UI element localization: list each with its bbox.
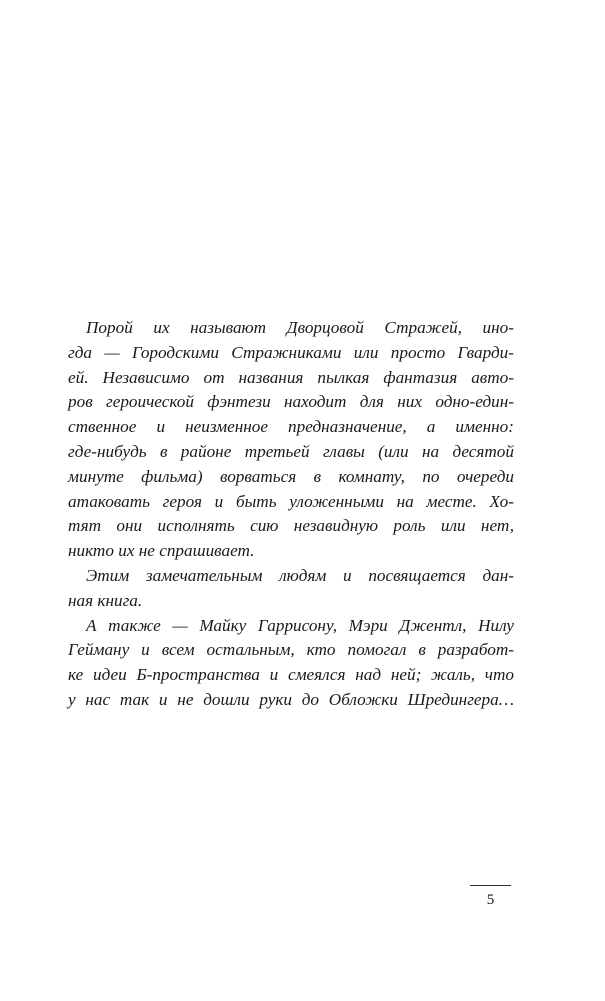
footer-divider [470, 885, 511, 886]
paragraph-1-line-7: минуте фильма) ворваться в комнату, по очереди [68, 466, 514, 486]
paragraph-3-line-3: ке идеи Б-пространства и смеялся над ней; жаль, что [68, 665, 514, 685]
paragraph-2-line-2: ная книга. [68, 590, 143, 610]
paragraph-1-line-6: где-нибудь в районе третьей главы (или на десятой [68, 441, 514, 461]
paragraph-2-line-1: Этим замечательным людям и посвящается дан- [86, 565, 514, 585]
paragraph-3-line-1: А также — Майку Гаррисону, Мэри Джентл, Нилу [86, 615, 514, 635]
dedication-text [68, 316, 514, 713]
paragraph-1-line-2: гда — Городскими Стражниками или просто Гварди- [68, 342, 514, 362]
paragraph-1-line-9: тят они исполнять сию незавидную роль или нет, [68, 516, 514, 536]
paragraph-1-line-4: ров героической фэнтези находит для них одно-един- [68, 392, 514, 412]
page-number: 5 [486, 892, 495, 908]
paragraph-3-line-4: у нас так и не дошли руки до Обложки Шредингера… [68, 689, 514, 709]
paragraph-1-line-10: никто их не спрашивает. [68, 541, 255, 561]
paragraph-1-line-1: Порой их называют Дворцовой Стражей, ино- [86, 318, 514, 337]
paragraph-1-line-8: атаковать героя и быть уложенными на месте. Хо- [68, 491, 514, 511]
paragraph-3-line-2: Гейману и всем остальным, кто помогал в разработ- [68, 640, 514, 660]
paragraph-1-line-3: ей. Независимо от названия пылкая фантазия авто- [68, 367, 514, 387]
paragraph-1-line-5: ственное и неизменное предназначение, а именно: [68, 417, 514, 437]
